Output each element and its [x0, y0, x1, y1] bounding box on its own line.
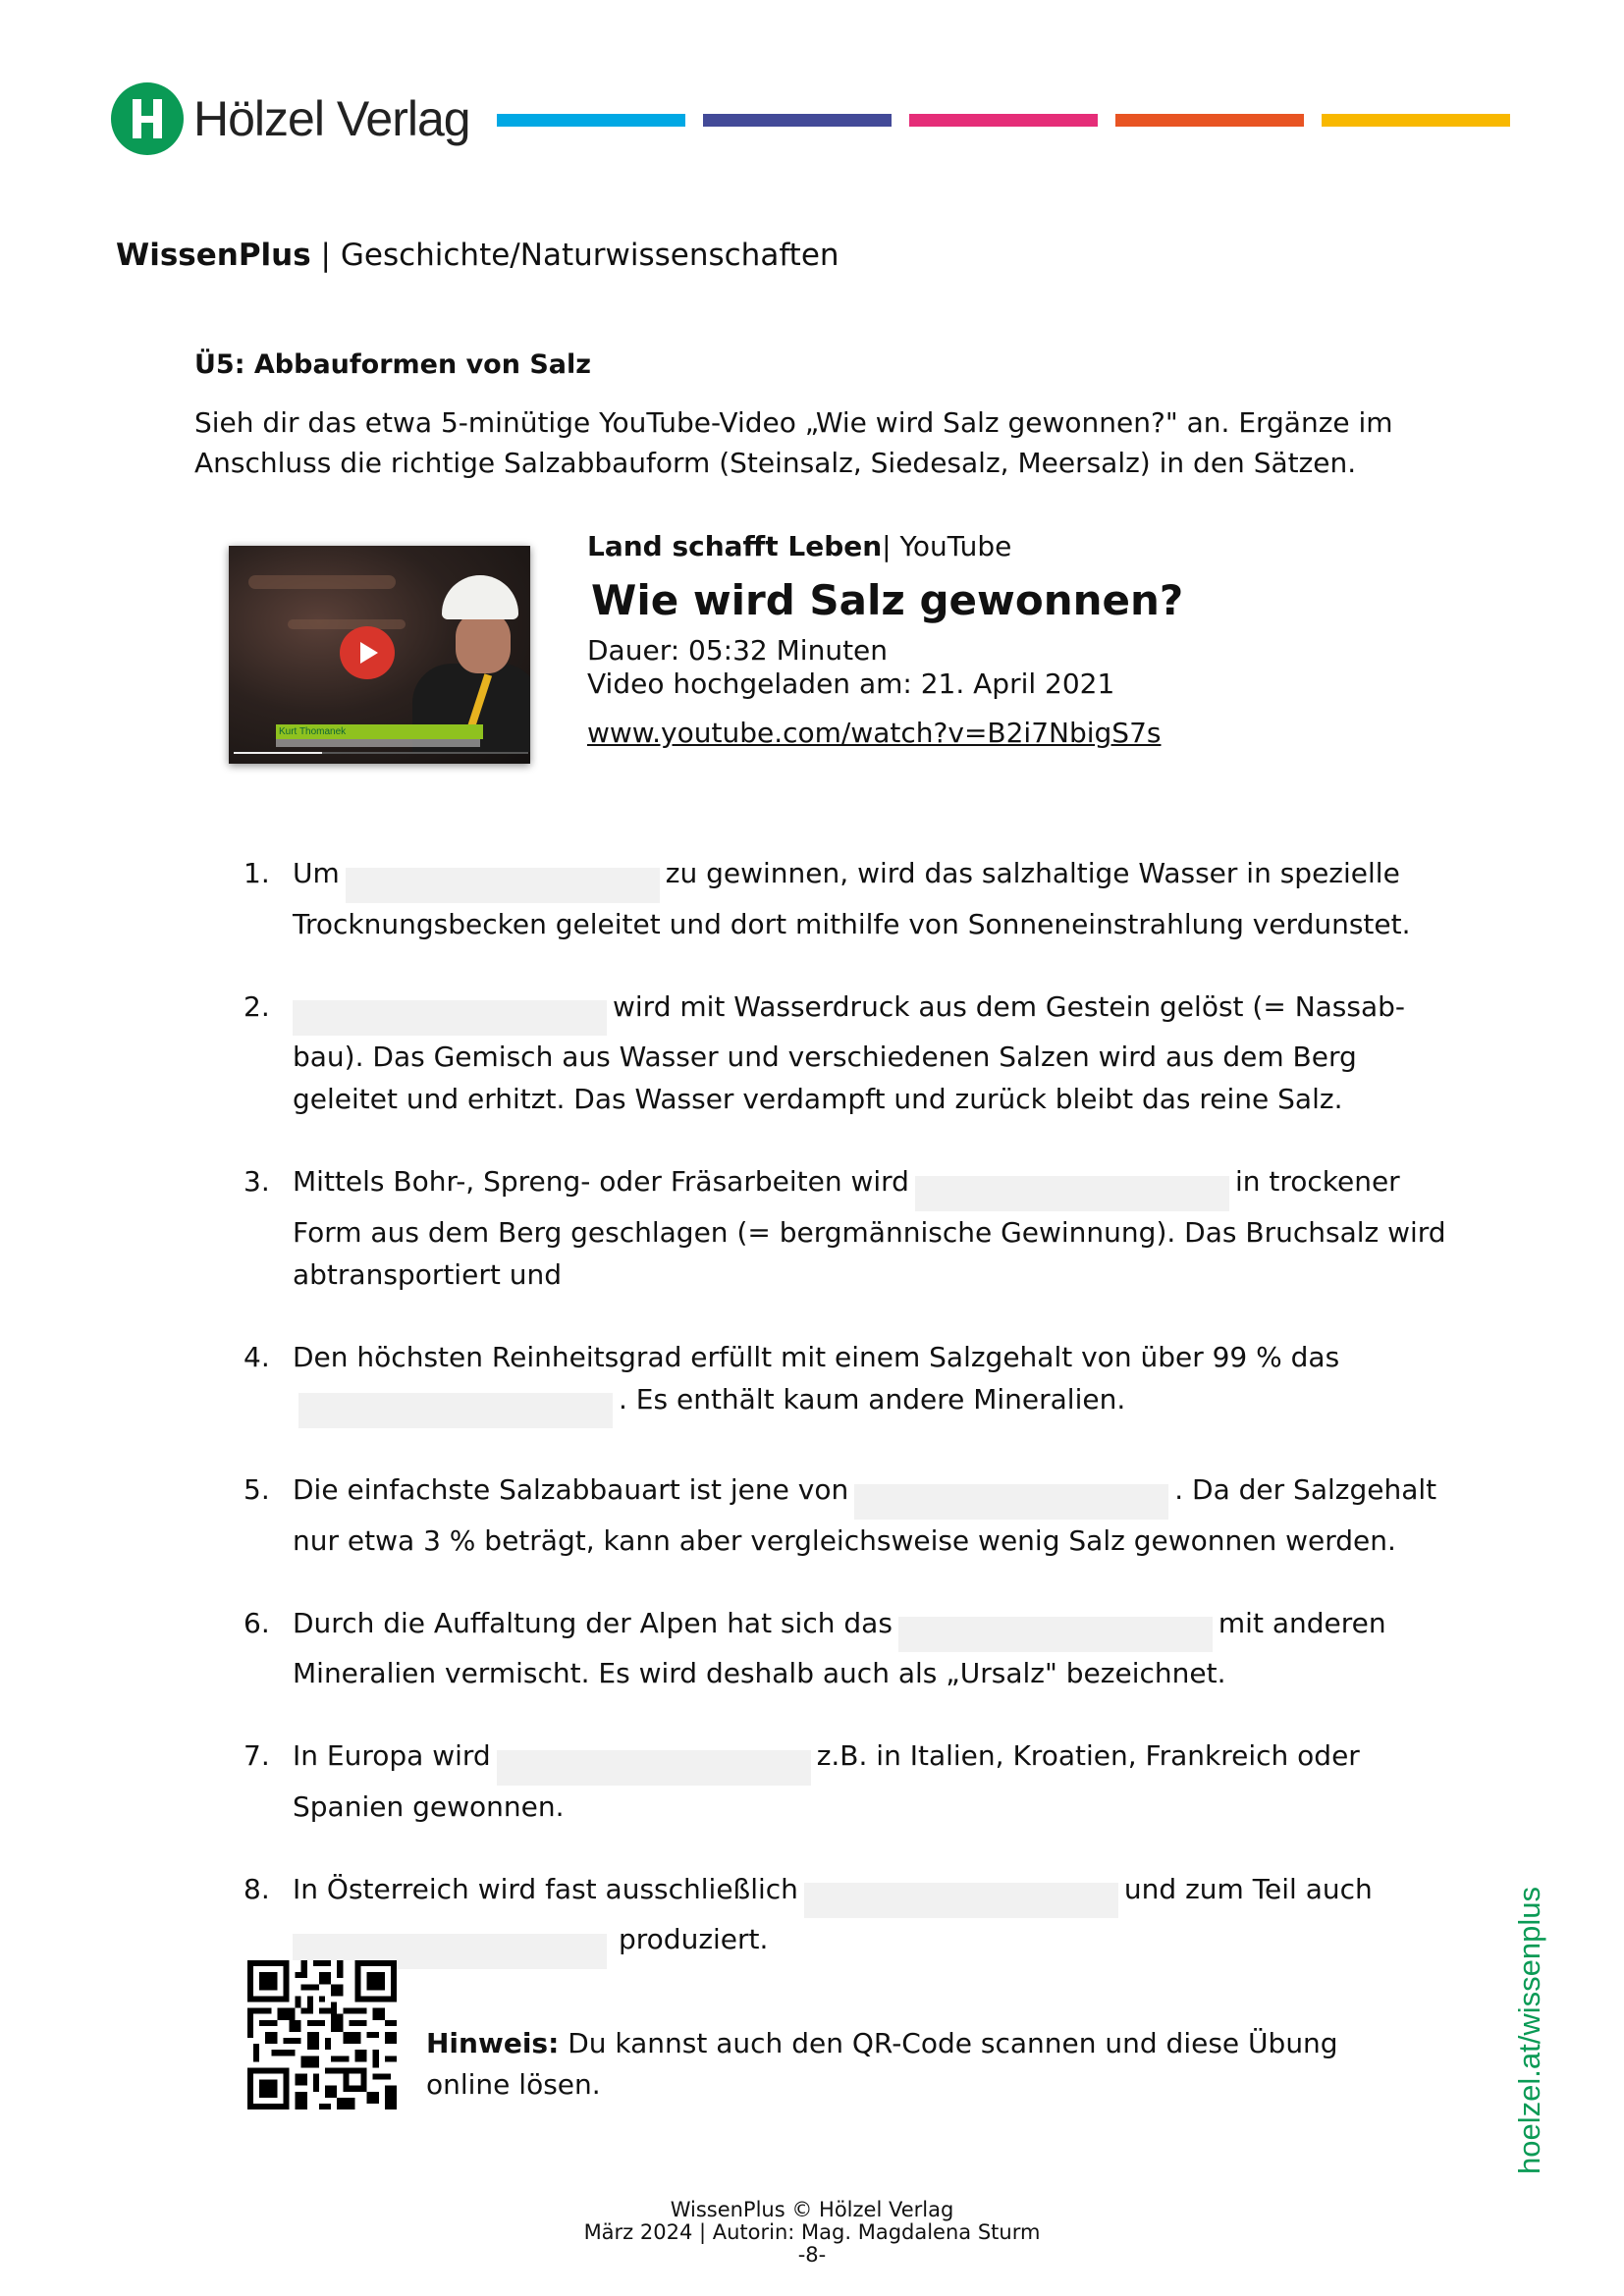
video-platform: | YouTube [882, 530, 1012, 562]
brand-color-bars [497, 114, 1510, 127]
video-info [587, 530, 1183, 749]
exercise-item-6: 6. Durch die Auffaltung der Alpen hat sich das mit anderen Mineralien vermischt. Es wird deshalb auch als „Ursalz" bezeichnet. [244, 1606, 1386, 1689]
color-bar-blue [497, 114, 685, 127]
exercise-item-8: 8. In Österreich wird fast ausschließlich und zum Teil auch produziert. [244, 1868, 1461, 1969]
hint-body: Du kannst auch den QR-Code scannen und diese Übung online lösen. [426, 2027, 1338, 2101]
color-bar-yellow [1322, 114, 1510, 127]
logo-text: Hölzel Verlag [193, 91, 470, 146]
hint-label: Hinweis: [426, 2027, 560, 2059]
color-bar-indigo [703, 114, 892, 127]
qr-code-icon[interactable] [247, 1960, 397, 2109]
exercise-title: Ü5: Abbauformen von Salz [194, 349, 591, 380]
lower-third-role [276, 739, 480, 747]
subject-brand: WissenPlus [116, 238, 311, 273]
exercise-intro: Sieh dir das etwa 5-minütige YouTube-Video „Wie wird Salz gewonnen?" an. Ergänze im Anschluss die richtige Salzabbauform (Steinsalz, Siedesalz, Meersalz) in den Sätzen. [194, 406, 1393, 479]
answer-field-6[interactable] [898, 1617, 1213, 1652]
answer-field-3[interactable] [915, 1176, 1229, 1211]
video-duration: Dauer: 05:32 Minuten [587, 634, 889, 667]
interviewee-figure [412, 575, 530, 742]
publisher-logo [111, 82, 470, 155]
exercise-item-5: 5. Die einfachste Salzabbauart ist jene von . Da der Salzgehalt nur etwa 3 % beträgt, kann aber vergleichsweise wenig Salz gewonnen werden. [244, 1473, 1437, 1557]
video-progress-bar [234, 752, 528, 754]
video-title: Wie wird Salz gewonnen? [591, 576, 1184, 624]
footer-author: März 2024 | Autorin: Mag. Magdalena Sturm [583, 2220, 1041, 2244]
page-number: -8- [797, 2243, 827, 2267]
answer-field-7[interactable] [497, 1750, 811, 1786]
video-source [587, 530, 1183, 562]
logo-h-icon [111, 82, 184, 155]
subject-heading [116, 238, 839, 273]
exercise-item-2: 2. wird mit Wasserdruck aus dem Gestein gelöst (= Nassabbau). Das Gemisch aus Wasser und verschiedenen Salzen wird aus dem Berg geleitet und erhitzt. Das Wasser verdampft und zurück bleibt das reine Salz. [244, 989, 1406, 1115]
answer-field-8a[interactable] [804, 1883, 1118, 1918]
color-bar-pink [909, 114, 1098, 127]
exercise-item-7: 7. In Europa wird z.B. in Italien, Kroatien, Frankreich oder Spanien gewonnen. [244, 1739, 1360, 1823]
answer-field-1[interactable] [346, 868, 660, 903]
exercise-items [244, 852, 1461, 2009]
exercise-item-4: 4. Den höchsten Reinheitsgrad erfüllt mit einem Salzgehalt von über 99 % das. Es enthält kaum andere Mineralien. [244, 1336, 1461, 1429]
side-website-link[interactable]: hoelzel.at/wissenplus [1512, 1887, 1546, 2174]
footer-copyright: WissenPlus © Hölzel Verlag [670, 2198, 954, 2221]
exercise-item-3: 3. Mittels Bohr-, Spreng- oder Fräsarbeiten wird in trockener Form aus dem Berg geschlagen (= bergmännische Gewinnung). Das Bruchsalz wird abtransportiert und [244, 1165, 1446, 1291]
page-footer [0, 2199, 1624, 2267]
answer-field-2[interactable] [293, 1000, 607, 1036]
video-thumbnail[interactable] [229, 546, 530, 764]
answer-field-5[interactable] [854, 1484, 1168, 1520]
exercise-item-1: 1. Um zu gewinnen, wird das salzhaltige Wasser in spezielle Trocknungsbecken geleitet und dort mithilfe von Sonneneinstrahlung verdunstet. [244, 857, 1411, 940]
video-upload-date: Video hochgeladen am: 21. April 2021 [587, 667, 1115, 700]
video-link[interactable]: www.youtube.com/watch?v=B2i7NbigS7s [587, 717, 1162, 749]
answer-field-4[interactable] [298, 1393, 613, 1428]
hint-text [426, 2023, 1408, 2106]
lower-third-name: Kurt Thomanek [276, 724, 483, 739]
play-icon[interactable] [340, 626, 395, 679]
subject-separator: | [310, 238, 341, 273]
subject-topic: Geschichte/Naturwissenschaften [340, 238, 839, 273]
video-channel: Land schafft Leben [587, 530, 883, 562]
color-bar-orange [1115, 114, 1304, 127]
